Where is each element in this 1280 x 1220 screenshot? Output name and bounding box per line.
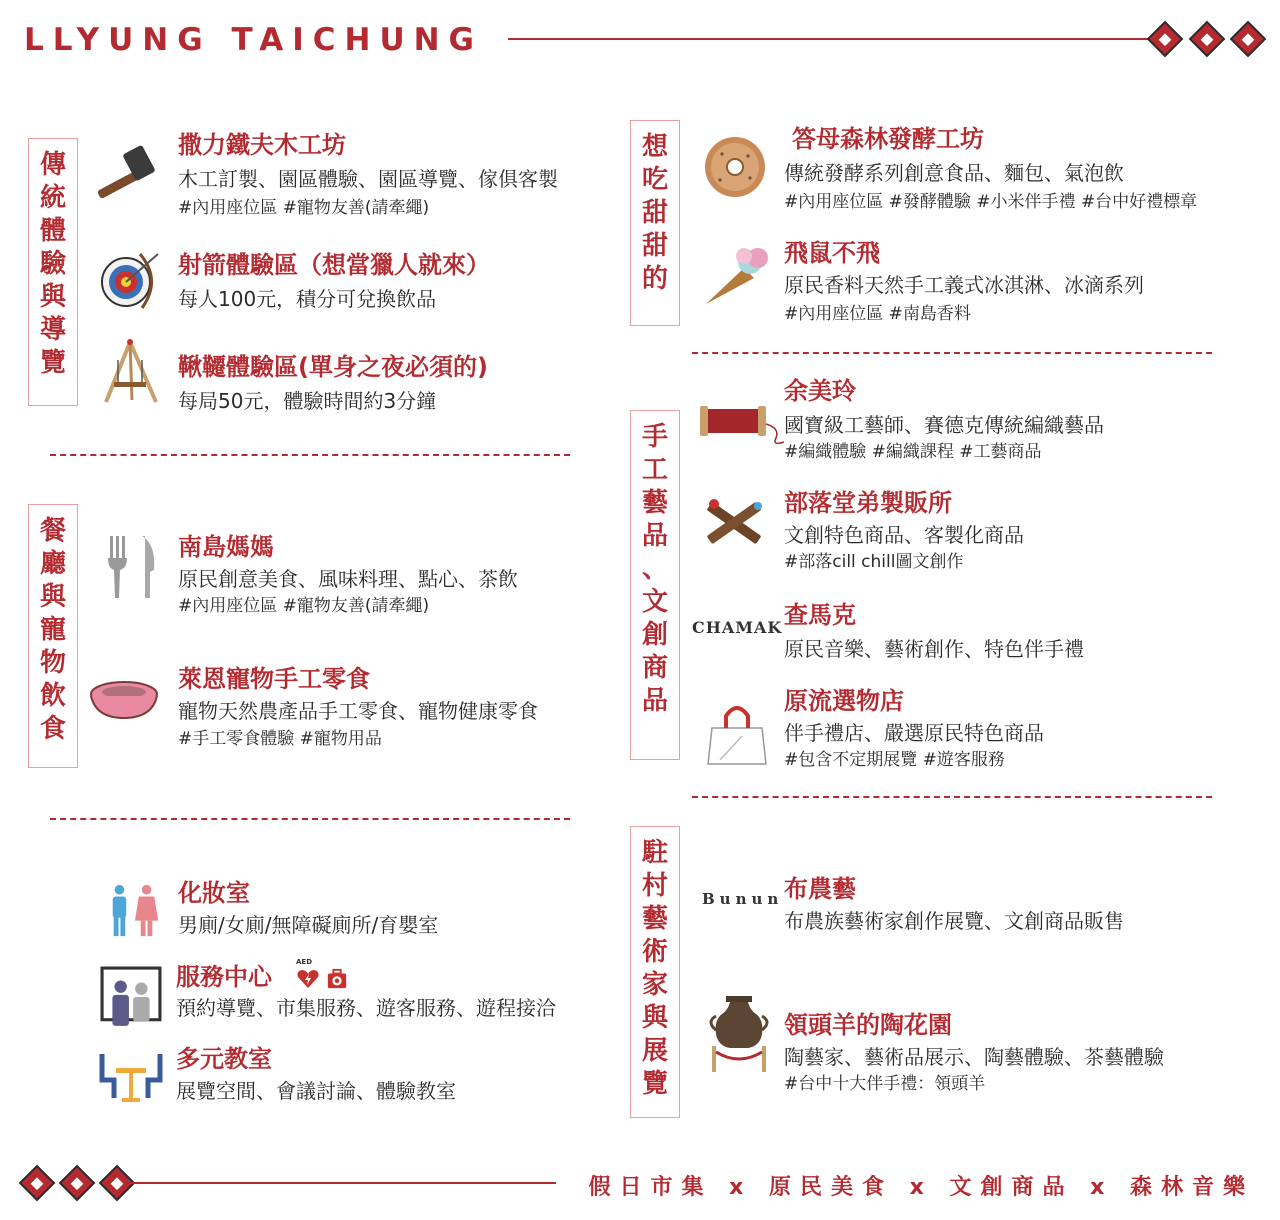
diamond-ornament-icon [21,1167,52,1198]
item-title: 領頭羊的陶花園 [784,1011,952,1039]
item-title: 答母森林發酵工坊 [792,125,984,153]
item-tags: #內用座位區 #南島香料 [784,304,971,324]
diamond-ornament-icon [61,1167,92,1198]
item-tags: #內用座位區 #發酵體驗 #小米伴手禮 #台中好禮標章 [784,192,1198,212]
item-desc: 每人100元，積分可兌換飲品 [178,287,437,311]
item-desc: 原民創意美食、風味料理、點心、茶飲 [178,567,518,591]
item-title: 原流選物店 [784,687,904,715]
item-desc: 傳統發酵系列創意食品、麵包、氣泡飲 [784,161,1124,185]
diamond-ornament-icon [1191,23,1222,54]
item-desc: 預約導覽、市集服務、遊客服務、遊程接洽 [176,996,556,1020]
item-tags: #台中十大伴手禮：領頭羊 [784,1074,986,1094]
item-desc: 原民音樂、藝術創作、特色伴手禮 [784,637,1084,661]
item-title: 部落堂弟製販所 [784,489,952,517]
item-desc: 文創特色商品、客製化商品 [784,523,1024,547]
item-title: 射箭體驗區（想當獵人就來） [178,251,490,279]
donut-icon [700,132,770,202]
item-desc: 國寶級工藝師、賽德克傳統編織藝品 [784,413,1104,437]
archery-target-icon [96,246,166,316]
first-aid-kit-icon [326,968,348,990]
thread-spool-icon [698,394,788,454]
item-title: 飛鼠不飛 [784,239,880,267]
item-desc: 布農族藝術家創作展覽、文創商品販售 [784,909,1124,933]
header-divider [508,38,1160,40]
item-title: 化妝室 [178,879,250,907]
item-desc: 木工訂製、園區體驗、園區導覽、傢俱客製 [178,167,558,191]
item-title: 余美玲 [784,377,856,405]
item-title: 南島媽媽 [178,533,274,561]
swing-icon [96,338,166,408]
item-desc: 寵物天然農產品手工零食、寵物健康零食 [178,699,538,723]
item-tags: #手工零食體驗 #寵物用品 [178,729,382,749]
section-divider [50,454,570,456]
aed-badge: AED [296,958,313,966]
item-desc: 陶藝家、藝術品展示、陶藝體驗、茶藝體驗 [784,1045,1164,1069]
item-tags: #包含不定期展覽 #遊客服務 [784,750,1005,770]
item-desc: 原民香料天然手工義式冰淇淋、冰滴系列 [784,273,1144,297]
footer-divider [130,1182,556,1184]
item-tags: #內用座位區 #寵物友善(請牽繩) [178,198,430,218]
fork-knife-icon [100,532,170,602]
aed-heart-icon [296,958,320,990]
crossed-tools-icon [700,488,770,558]
item-title: 多元教室 [176,1045,272,1073]
classroom-icon [98,1050,164,1104]
bunun-logo: Bunun [702,890,784,908]
item-title: 撒力鐵夫木工坊 [178,131,346,159]
category-food-pets: 餐 廳 與 寵 物 飲 食 [28,504,78,768]
brand-title: LLYUNG TAICHUNG [24,22,484,58]
item-title: 服務中心 [176,963,272,991]
item-title: 鞦韆體驗區(單身之夜必須的) [178,353,488,381]
item-title: 萊恩寵物手工零食 [178,665,370,693]
hammer-icon [92,136,162,206]
chamak-logo: CHAMAK [692,618,783,637]
item-title: 布農藝 [784,875,856,903]
category-crafts: 手 工 藝 品 、 文 創 商 品 [630,410,680,760]
diamond-ornament-icon [1149,23,1180,54]
section-divider [50,818,570,820]
item-title: 查馬克 [784,601,856,629]
shopping-bag-icon [702,698,772,768]
category-traditional: 傳 統 體 驗 與 導 覽 [28,138,78,406]
section-divider [692,352,1212,354]
ice-cream-icon [700,238,770,308]
item-tags: #內用座位區 #寵物友善(請牽繩) [178,596,430,616]
section-divider [692,796,1212,798]
diamond-ornament-icon [1232,23,1263,54]
item-desc: 每局50元，體驗時間約3分鐘 [178,389,437,413]
item-desc: 男廁/女廁/無障礙廁所/育嬰室 [178,913,439,937]
restroom-icon [104,882,162,940]
item-tags: #編織體驗 #編織課程 #工藝商品 [784,442,1042,462]
service-desk-icon [100,966,162,1028]
footer-tagline: 假日市集 x 原民美食 x 文創商品 x 森林音樂 [588,1175,1254,1200]
diamond-ornament-icon [101,1167,132,1198]
category-artists: 駐 村 藝 術 家 與 展 覽 [630,826,680,1118]
pet-bowl-icon [88,674,160,724]
item-desc: 伴手禮店、嚴選原民特色商品 [784,721,1044,745]
item-desc: 展覽空間、會議討論、體驗教室 [176,1079,456,1103]
category-sweets: 想 吃 甜 甜 的 [630,120,680,326]
item-tags: #部落cill chill圖文創作 [784,552,964,572]
pottery-vase-icon [704,994,774,1074]
